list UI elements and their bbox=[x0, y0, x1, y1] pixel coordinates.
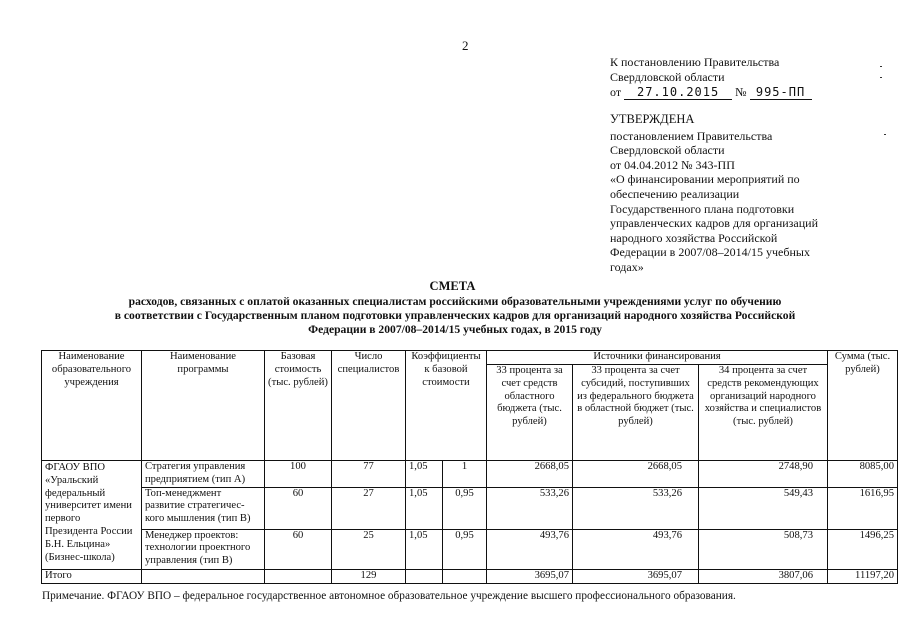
approval-line: годах» bbox=[610, 259, 644, 274]
program-name: Менеджер проектов: технологии проектного управления (тип В) bbox=[142, 529, 265, 569]
specialists-count: 25 bbox=[332, 529, 406, 569]
institution-line: Б.Н. Ельцина» bbox=[45, 538, 111, 550]
header-sum: Сумма (тыс. рублей) bbox=[828, 351, 898, 461]
document-title: СМЕТА bbox=[429, 279, 476, 293]
institution-line: федеральный bbox=[45, 487, 106, 499]
coefficient-2: 0,95 bbox=[443, 529, 487, 569]
date-prefix: от bbox=[610, 85, 622, 99]
coefficient-2: 1 bbox=[443, 461, 487, 488]
institution-line: ФГАОУ ВПО bbox=[45, 462, 106, 473]
header-regional-budget: 33 процента за счет средств областного бюджета (тыс. рублей) bbox=[487, 365, 573, 461]
table-header-row bbox=[42, 351, 898, 365]
reference-line-1: К постановлению Правительства bbox=[610, 55, 780, 69]
approval-line: Свердловской области bbox=[610, 143, 725, 158]
empty-cell bbox=[443, 569, 487, 583]
reference-line-2: Свердловской области bbox=[610, 70, 725, 84]
estimate-table bbox=[41, 350, 898, 584]
institution-line: первого bbox=[45, 513, 81, 525]
base-cost: 60 bbox=[265, 529, 332, 569]
program-name: Стратегия управления предприятием (тип А) bbox=[142, 461, 265, 488]
row-sum: 1496,25 bbox=[828, 529, 898, 569]
institution-line: «Уральский bbox=[45, 474, 99, 486]
specialists-count: 27 bbox=[332, 487, 406, 529]
total-federal-subsidy: 3695,07 bbox=[573, 569, 699, 583]
institution-line: университет имени bbox=[45, 500, 132, 512]
approval-title: УТВЕРЖДЕНА bbox=[610, 112, 695, 126]
regional-budget-amount: 493,76 bbox=[487, 529, 573, 569]
specialists-count: 77 bbox=[332, 461, 406, 488]
total-specialists: 129 bbox=[332, 569, 406, 583]
header-institution: Наименование образовательного учреждения bbox=[42, 351, 142, 461]
empty-cell bbox=[406, 569, 443, 583]
approval-line: народного хозяйства Российской bbox=[610, 230, 778, 245]
empty-cell bbox=[265, 569, 332, 583]
organizations-amount: 549,43 bbox=[699, 487, 828, 529]
scan-mark bbox=[880, 77, 882, 78]
total-regional-budget: 3695,07 bbox=[487, 569, 573, 583]
scan-mark bbox=[884, 134, 886, 135]
header-federal-subsidy: 33 процента за счет субсидий, поступивших из федерального бюджета в областной бюджет (тыс. рублей) bbox=[573, 365, 699, 461]
program-name: Топ-менеджмент развитие стратегичес-кого мышления (тип В) bbox=[142, 487, 265, 529]
approval-line: Государственного плана подготовки bbox=[610, 201, 795, 216]
reference-date-line bbox=[610, 85, 812, 100]
base-cost: 60 bbox=[265, 487, 332, 529]
footnote: Примечание. ФГАОУ ВПО – федеральное государственное автономное образовательное учреждение высшего профессионального образования. bbox=[42, 590, 736, 602]
coefficient-1: 1,05 bbox=[406, 487, 443, 529]
approval-line: «О финансировании мероприятий по bbox=[610, 172, 800, 187]
subtitle-line: расходов, связанных с оплатой оказанных специалистам российскими образовательными учреждениями услуг по обучению bbox=[128, 295, 782, 308]
table-total-row bbox=[42, 569, 898, 583]
subtitle-line: в соответствии с Государственным планом подготовки управленческих кадров для организаций народного хозяйства Российской bbox=[114, 309, 796, 322]
institution-line: Президента России bbox=[45, 525, 133, 537]
approval-line: от 04.04.2012 № 343-ПП bbox=[610, 157, 735, 172]
approval-line: обеспечению реализации bbox=[610, 186, 740, 201]
regional-budget-amount: 2668,05 bbox=[487, 461, 573, 488]
federal-subsidy-amount: 493,76 bbox=[573, 529, 699, 569]
scan-mark bbox=[880, 66, 882, 67]
coefficient-2: 0,95 bbox=[443, 487, 487, 529]
regional-budget-amount: 533,26 bbox=[487, 487, 573, 529]
institution-cell bbox=[42, 461, 142, 570]
organizations-amount: 508,73 bbox=[699, 529, 828, 569]
base-cost: 100 bbox=[265, 461, 332, 488]
approval-line: Федерации в 2007/08–2014/15 учебных bbox=[610, 245, 810, 260]
document-subtitle bbox=[40, 295, 870, 337]
row-sum: 1616,95 bbox=[828, 487, 898, 529]
resolution-number: 995-ПП bbox=[750, 86, 812, 100]
resolution-reference bbox=[610, 55, 812, 100]
header-organizations: 34 процента за счет средств рекомендующих организаций народного хозяйства и специалистов (тыс. рублей) bbox=[699, 365, 828, 461]
approval-line: постановлением Правительства bbox=[610, 128, 773, 143]
total-sum: 11197,20 bbox=[828, 569, 898, 583]
empty-cell bbox=[142, 569, 265, 583]
resolution-date: 27.10.2015 bbox=[624, 86, 732, 100]
total-label: Итого bbox=[42, 569, 142, 583]
header-base-cost: Базовая стоимость (тыс. рублей) bbox=[265, 351, 332, 461]
header-program: Наименование программы bbox=[142, 351, 265, 461]
subtitle-line: Федерации в 2007/08–2014/15 учебных годах, в 2015 году bbox=[308, 323, 602, 336]
federal-subsidy-amount: 2668,05 bbox=[573, 461, 699, 488]
table-row bbox=[42, 529, 898, 569]
header-funding-sources: Источники финансирования bbox=[487, 351, 828, 365]
header-specialists: Число специалистов bbox=[332, 351, 406, 461]
table-row bbox=[42, 461, 898, 488]
coefficient-1: 1,05 bbox=[406, 461, 443, 488]
number-sign: № bbox=[735, 85, 747, 99]
organizations-amount: 2748,90 bbox=[699, 461, 828, 488]
coefficient-1: 1,05 bbox=[406, 529, 443, 569]
table-row bbox=[42, 487, 898, 529]
institution-line: (Бизнес-школа) bbox=[45, 551, 115, 563]
approval-block bbox=[610, 112, 845, 275]
approval-line: управленческих кадров для организаций bbox=[610, 216, 819, 231]
total-organizations: 3807,06 bbox=[699, 569, 828, 583]
header-coefficients: Коэффициенты к базовой стоимости bbox=[406, 351, 487, 461]
federal-subsidy-amount: 533,26 bbox=[573, 487, 699, 529]
page-number: 2 bbox=[462, 38, 469, 53]
row-sum: 8085,00 bbox=[828, 461, 898, 488]
